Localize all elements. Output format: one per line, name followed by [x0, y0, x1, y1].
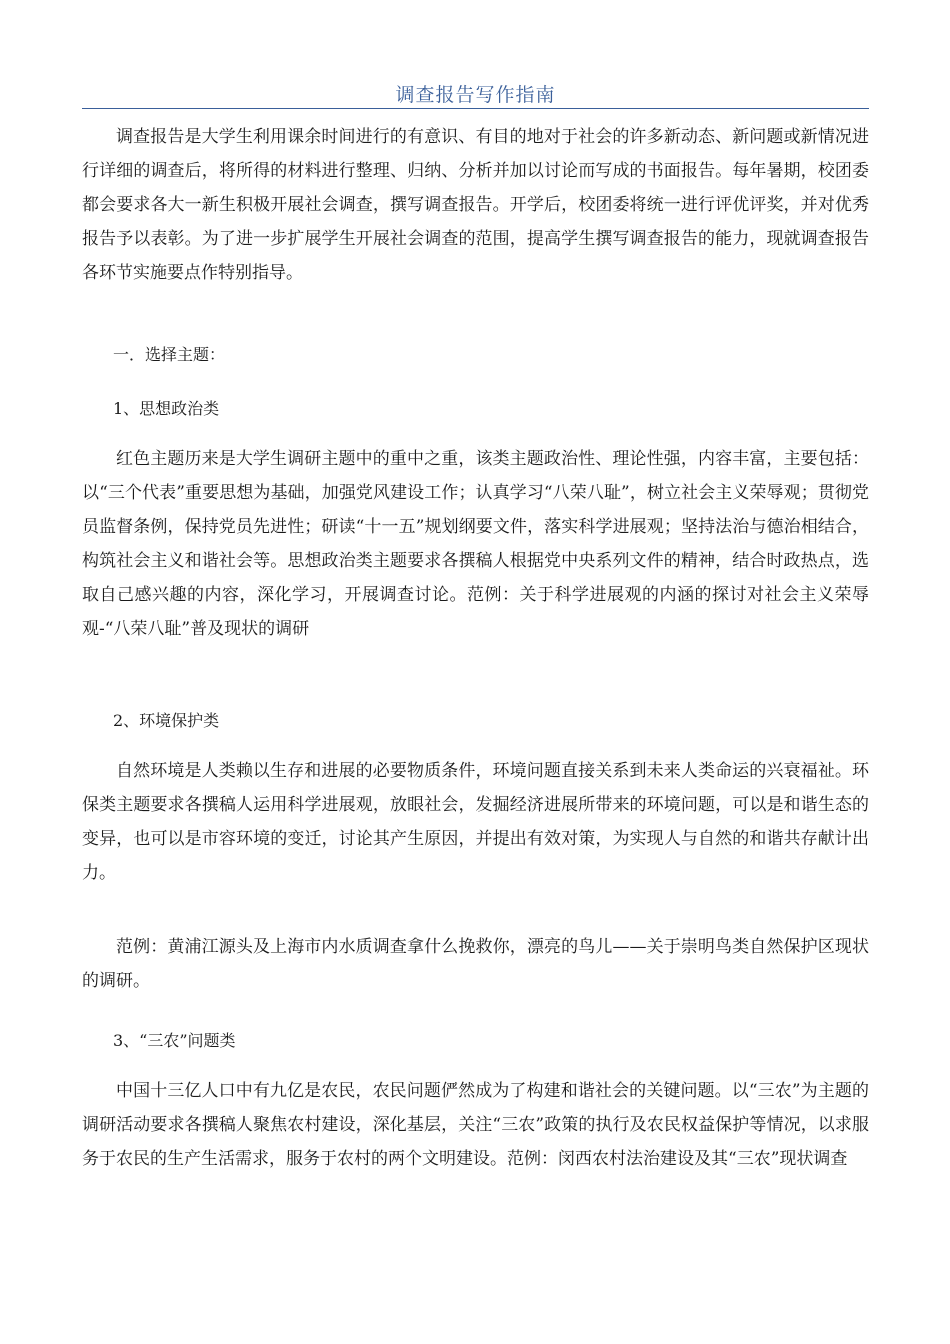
section-heading-choose-topic: 一．选择主题： [113, 345, 226, 364]
intro-paragraph: 调查报告是大学生利用课余时间进行的有意识、有目的地对于社会的许多新动态、新问题或新情况进行详细的调查后，将所得的材料进行整理、归纳、分析并加以讨论而写成的书面报告。每年暑期，校团委都会要求各大一新生积极开展社会调查，撰写调查报告。开学后，校团委将统一进行评优评奖，并对优秀报告予以表彰。为了进一步扩展学生开展社会调查的范围，提高学生撰写调查报告的能力，现就调查报告各环节实施要点作特别指导。 [82, 127, 869, 283]
subsection-heading-ideology: 1、思想政治类 [113, 399, 220, 418]
environment-paragraph: 自然环境是人类赖以生存和进展的必要物质条件，环境问题直接关系到未来人类命运的兴衰福祉。环保类主题要求各撰稿人运用科学进展观，放眼社会，发掘经济进展所带来的环境问题，可以是和谐生态的变异，也可以是市容环境的变迁，讨论其产生原因，并提出有效对策，为实现人与自然的和谐共存献计出力。 [82, 761, 869, 883]
subsection-heading-agriculture: 3、“三农”问题类 [113, 1031, 236, 1050]
ideology-paragraph: 红色主题历来是大学生调研主题中的重中之重，该类主题政治性、理论性强，内容丰富，主要包括：以“三个代表”重要思想为基础，加强党风建设工作；认真学习“八荣八耻”，树立社会主义荣辱观；贯彻党员监督条例，保持党员先进性；研读“十一五”规划纲要文件，落实科学进展观；坚持法治与德治相结合，构筑社会主义和谐社会等。思想政治类主题要求各撰稿人根据党中央系列文件的精神，结合时政热点，选取自己感兴趣的内容，深化学习，开展调查讨论。范例：关于科学进展观的内涵的探讨对社会主义荣辱观-“八荣八耻”普及现状的调研 [82, 449, 869, 639]
environment-example-paragraph: 范例：黄浦江源头及上海市内水质调查拿什么挽救你，漂亮的鸟儿——关于崇明鸟类自然保护区现状的调研。 [82, 937, 869, 991]
page-header [82, 82, 869, 109]
subsection-heading-environment: 2、环境保护类 [113, 711, 220, 730]
document-title: 调查报告写作指南 [395, 84, 556, 106]
agriculture-paragraph: 中国十三亿人口中有九亿是农民，农民问题俨然成为了构建和谐社会的关键问题。以“三农”为主题的调研活动要求各撰稿人聚焦农村建设，深化基层，关注“三农”政策的执行及农民权益保护等情况，以求服务于农民的生产生活需求，服务于农村的两个文明建设。范例：闵西农村法治建设及其“三农”现状调查 [82, 1081, 869, 1169]
